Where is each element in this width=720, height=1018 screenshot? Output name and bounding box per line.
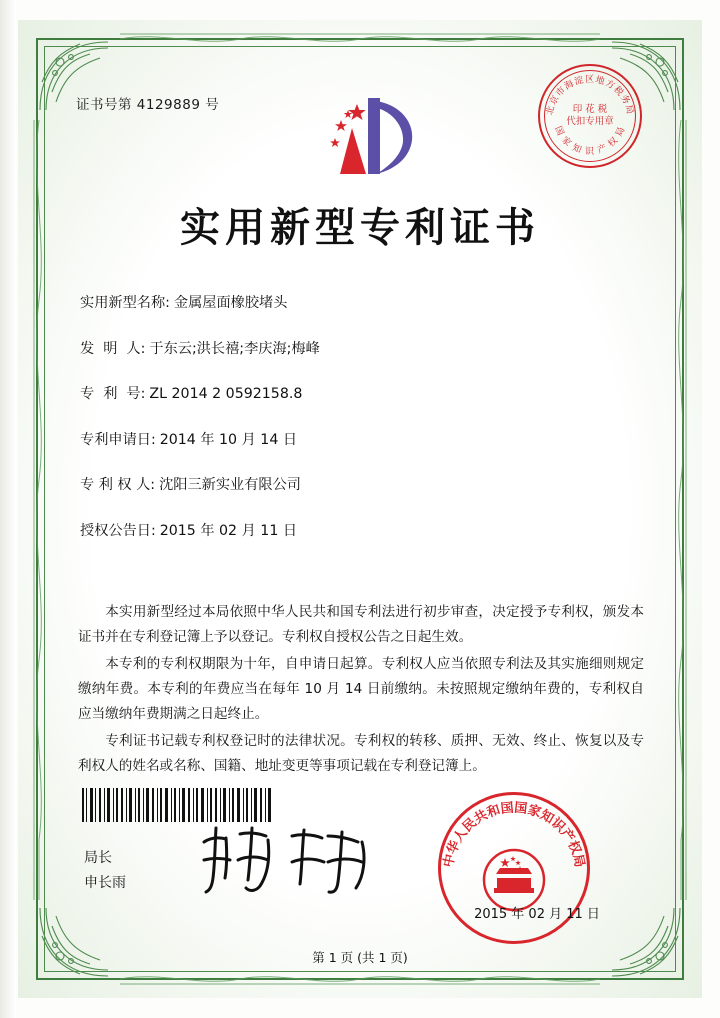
field-label: 专 利 权 人: [80,477,156,493]
page-fold-shadow [0,0,16,1018]
stamp-center-text [538,104,642,128]
stamp-bottom-arc-label: 国 家 知 识 产 权 局 [552,124,628,157]
field-row-name [80,292,640,312]
field-row-patent-number [80,383,640,403]
paragraph-3: 专利证书记载专利权登记时的法律状况。专利权的转移、质押、无效、终止、恢复以及专利权人的姓名或名称、国籍、地址变更等事项记载在专利登记簿上。 [78,733,644,774]
field-row-patentee [80,474,640,494]
barcode [82,788,272,822]
field-value: 2015 年 02 月 11 日 [159,522,298,539]
field-value: 2014 年 10 月 14 日 [159,431,298,448]
handwritten-signature [196,820,386,898]
body-text [78,600,644,781]
field-row-grant-date [80,520,640,540]
paragraph-2: 本专利的专利权期限为十年，自申请日起算。专利权人应当依照专利法及其实施细则规定缴纳年费。本专利的年费应当在每年 10 月 14 日前缴纳。未按照规定缴纳年费的，专利权自应当缴纳年费期满之日起终止。 [78,656,644,722]
seal-date: 2015 年 02 月 11 日 [474,907,600,922]
director-name-label: 申长雨 [84,875,126,891]
stamp-center-line-2: 代扣专用章 [566,116,614,127]
field-label: 授权公告日: [80,522,156,539]
field-label: 发 明 人: [80,340,146,357]
field-list [80,292,640,565]
field-label: 专利申请日: [80,431,156,448]
paragraph-1: 本实用新型经过本局依照中华人民共和国专利法进行初步审查，决定授予专利权，颁发本证书并在专利登记簿上予以登记。专利权自授权公告之日起生效。 [78,604,644,645]
field-value: ZL 2014 2 0592158.8 [149,386,303,402]
certificate-number: 证书号第 4129889 号 [76,97,220,113]
field-label: 专 利 号: [80,386,146,402]
field-value: 金属屋面橡胶堵头 [173,295,288,311]
page-footer: 第 1 页 (共 1 页) [312,950,408,965]
stamp-top-arc-label: 北京市海淀区地方税务局 [545,75,635,117]
seal-arc-label: 中华人民共和国国家知识产权局 [441,800,587,869]
field-row-application-date [80,429,640,449]
field-row-inventors [80,338,640,358]
stamp-center-line-1: 印 花 税 [572,104,608,115]
page-title: 实用新型专利证书 [180,204,540,251]
cnipa-logo-icon [310,88,430,184]
signature-labels [84,846,126,896]
field-value: 于东云;洪长禧;李庆海;梅峰 [149,340,320,357]
tax-stamp [538,64,642,168]
field-value: 沈阳三新实业有限公司 [159,477,301,493]
director-title-label: 局长 [84,850,112,866]
field-label: 实用新型名称: [80,295,170,311]
